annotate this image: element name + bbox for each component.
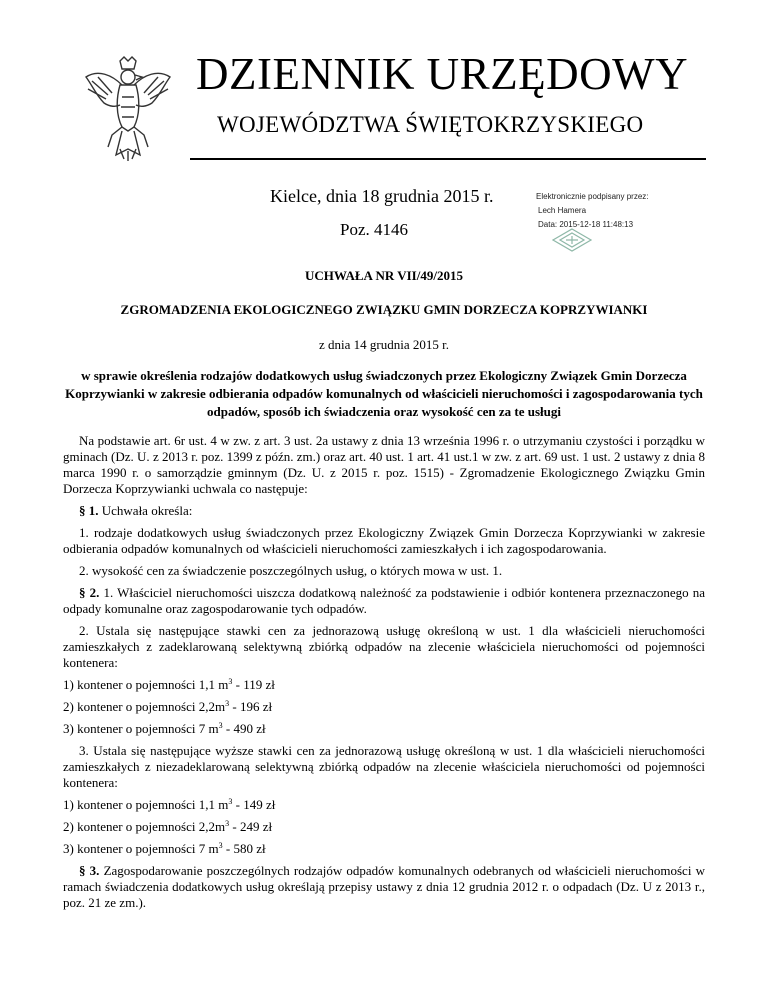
section-2-text: 1. Właściciel nieruchomości uiszcza dodatkową należność za podstawienie i odbiór kontenera przeznaczonego na odpady komunalne oraz zagospodarowanie tych odpadów. bbox=[63, 585, 706, 616]
journal-title: DZIENNIK URZĘDOWY bbox=[196, 49, 689, 99]
section-3 bbox=[63, 863, 705, 911]
resolution-subject: w sprawie określenia rodzajów dodatkowych usług świadczonych przez Ekologiczny Związek Gmin Dorzecza Koprzywianki w zakresie odbierania odpadów komunalnych od właścicieli nieruchomości i zagospodarowania tych odpadów, sposób ich świadczenia oraz wysokość cen za te usługi bbox=[65, 368, 703, 419]
list-item: 3) kontener o pojemności 7 $m^3 - 490$ zł bbox=[63, 721, 266, 736]
section-3-text: Zagospodarowanie poszczególnych rodzajów odpadów komunalnych odebranych od właścicieli nieruchomości w ramach świadczenia dodatkowych usług określają przepisy ustawy z dnia 12 grudnia 2012 r. o odpadach (Dz. U z 2013 r., poz. 21 ze zm.). bbox=[63, 863, 705, 910]
list-item: 2) kontener o pojemności $2,2m^3 - 249$ zł bbox=[63, 819, 273, 834]
resolution-date: z dnia 14 grudnia 2015 r. bbox=[319, 337, 449, 352]
section-2-point-2: 2. Ustala się następujące stawki cen za jednorazową usługę określoną w ust. 1 dla właścicieli nieruchomości zamieszkałych z zadeklarowaną selektywną zbiórką odpadów na zlecenie właściciela nieruchomości od pojemności kontenera: bbox=[63, 623, 705, 670]
section-1-point-2: 2. wysokość cen za świadczenie poszczególnych usług, o których mowa w ust. 1. bbox=[79, 563, 503, 578]
section-3-mark: § 3. bbox=[79, 863, 100, 878]
section-1 bbox=[63, 503, 705, 519]
header-divider bbox=[190, 158, 706, 160]
eagle-emblem-icon bbox=[82, 55, 174, 163]
preamble: Na podstawie art. 6r ust. 4 w zw. z art. 3 ust. 2a ustawy z dnia 13 września 1996 r. o utrzymaniu czystości i porządku w gminach (Dz. U. z 2013 r. poz. 1399 z późn. zm.) oraz art. 40 ust. 1 art. 41 ust.1 w zw. z art. 69 ust. 1 ust. 2 ustawy z dnia 8 marca 1990 r. o samorządzie gminnym (Dz. U. z 2015 r. poz. 1515) - Zgromadzenie Ekologicznego Związku Gmin Dorzecza Koprzywianki uchwala co następuje: bbox=[63, 433, 705, 496]
list-item: 2) kontener o pojemności $2,2m^3 - 196$ zł bbox=[63, 699, 273, 714]
journal-subtitle: WOJEWÓDZTWA ŚWIĘTOKRZYSKIEGO bbox=[217, 112, 644, 137]
signature-logo-icon bbox=[552, 228, 592, 252]
list-item: 1) kontener o pojemności 1,1 $m^3 - 149$ zł bbox=[63, 797, 276, 812]
list-item: 3) kontener o pojemności 7 $m^3 - 580$ zł bbox=[63, 841, 266, 856]
section-1-text: Uchwała określa: bbox=[101, 503, 193, 518]
resolution-issuer: ZGROMADZENIA EKOLOGICZNEGO ZWIĄZKU GMIN DORZECZA KOPRZYWIANKI bbox=[120, 302, 648, 317]
section-1-point-1: 1. rodzaje dodatkowych usług świadczonych przez Ekologiczny Związek Gmin Dorzecza Koprzywianki w zakresie odbierania odpadów komunalnych od właścicieli nieruchomości zamieszkałych i ich zagospodarowania. bbox=[63, 525, 705, 556]
resolution-number: UCHWAŁA NR VII/49/2015 bbox=[305, 268, 463, 283]
signature-name: Lech Hamera bbox=[538, 206, 587, 215]
publication-date: Kielce, dnia 18 grudnia 2015 r. bbox=[270, 186, 494, 206]
list-item: 1) kontener o pojemności 1,1 $m^3 - 119$ zł bbox=[63, 677, 275, 692]
section-1-mark: § 1. bbox=[79, 503, 99, 518]
section-2-mark: § 2. bbox=[79, 585, 100, 600]
section-2-point-1 bbox=[63, 585, 705, 617]
document-body bbox=[63, 268, 705, 917]
signature-label: Elektronicznie podpisany przez: bbox=[536, 192, 649, 201]
signature-date: Data: 2015-12-18 11:48:13 bbox=[538, 220, 634, 229]
position-number: Poz. 4146 bbox=[340, 220, 408, 239]
section-2-point-3: 3. Ustala się następujące wyższe stawki cen za jednorazową usługę określoną w ust. 1 dla właścicieli nieruchomości zamieszkałych z niezadeklarowaną selektywną zbiórką odpadów na zlecenie właściciela nieruchomości od pojemności kontenera: bbox=[63, 743, 705, 790]
